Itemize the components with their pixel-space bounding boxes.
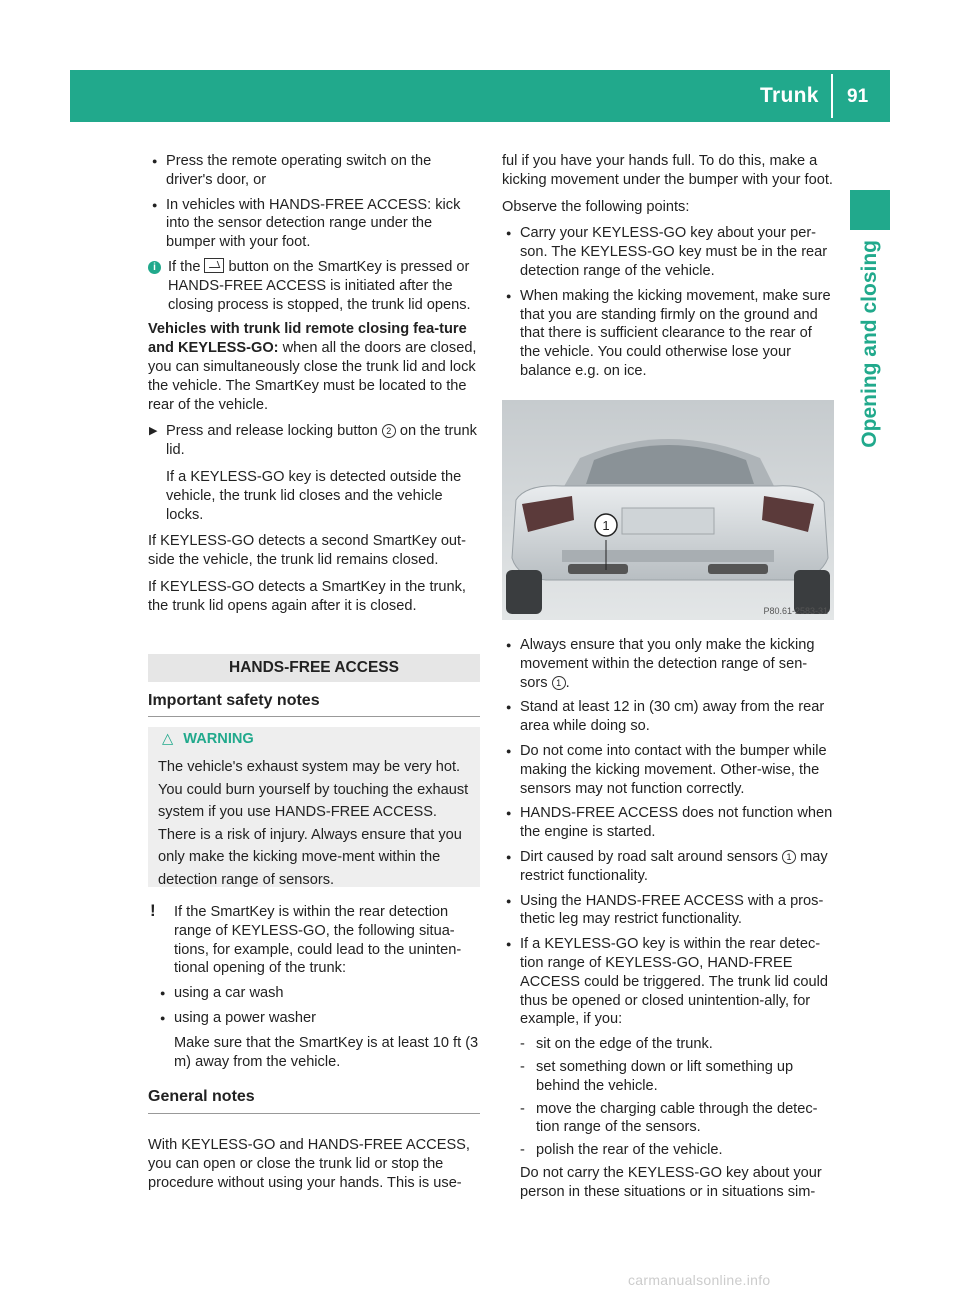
list-item: ● using a car wash [156, 984, 480, 1003]
page-title: Trunk [760, 84, 819, 107]
step-text-b: on the trunk lid. [166, 423, 477, 459]
paragraph [148, 320, 480, 414]
note-text: If the SmartKey is within the rear detection range of KEYLESS-GO, the following situa-tions, for example, could lead to the uninten-tional opening of the trunk: [174, 904, 462, 977]
sub-list-item: - sit on the edge of the trunk. [502, 1035, 834, 1054]
paragraph: If KEYLESS-GO detects a second SmartKey out-side the vehicle, the trunk lid remains closed. [148, 533, 466, 569]
list-item: ● If a KEYLESS-GO key is within the rear detec-tion range of KEYLESS-GO, HAND-FREE ACCESS could be triggered. The trunk lid could thus be opened or closed unintention-ally, for example, if you: [502, 935, 834, 1029]
callout-number: 1 [552, 676, 566, 690]
list-item: ● Using the HANDS-FREE ACCESS with a pros-thetic leg may restrict functionality. [502, 892, 834, 930]
paragraph: If KEYLESS-GO detects a SmartKey in the trunk, the trunk lid opens again after it is closed. [148, 578, 466, 614]
list-item: ● When making the kicking movement, make sure that you are standing firmly on the ground and that there is sufficient clearance to the rear of the vehicle. You could otherwise lose your balance e.g. on ice. [502, 287, 834, 381]
sub-list-item: - move the charging cable through the detec-tion range of the sensors. [502, 1100, 834, 1138]
warning-title [162, 730, 254, 747]
list-text: Dirt caused by road salt around sensors [520, 848, 778, 865]
photo-callout: 1 [602, 518, 610, 533]
side-tab-label: Opening and closing [858, 240, 881, 448]
paragraph: ful if you have your hands full. To do this, make a kicking movement under the bumper with your foot. [502, 153, 833, 188]
heading-rule [148, 716, 480, 717]
heading-rule [148, 1113, 480, 1114]
list-text: Always ensure that you only make the kicking movement within the detection range of sen-sors [520, 637, 815, 691]
watermark: carmanualsonline.info [628, 1272, 771, 1288]
paragraph-rest: when all the doors are closed, you can simultaneously close the trunk lid and lock the vehicle. The SmartKey must be located to the rear of the vehicle. [148, 340, 477, 413]
info-text-a: If the [168, 258, 201, 275]
side-tab [849, 240, 891, 620]
step-result: If a KEYLESS-GO key is detected outside the vehicle, the trunk lid closes and the vehicle locks. [166, 468, 462, 523]
photo-code: P80.61-2583-31 [763, 606, 828, 616]
info-icon: i [148, 261, 161, 274]
list-item: ● Carry your KEYLESS-GO key about your per-son. The KEYLESS-GO key must be in the rear detection range of the vehicle. [502, 224, 834, 280]
paragraph: Do not carry the KEYLESS-GO key about your person in these situations or in situations sim- [520, 1164, 822, 1200]
list-item [502, 848, 834, 886]
left-column [148, 152, 480, 624]
car-rear-illustration [502, 400, 834, 620]
list-item: ● Stand at least 12 in (30 cm) away from the rear area while doing so. [502, 698, 834, 736]
list-item: ● HANDS-FREE ACCESS does not function when the engine is started. [502, 804, 834, 842]
paragraph: Observe the following points: [502, 198, 690, 215]
callout-number: 1 [782, 850, 796, 864]
caution-icon: ! [150, 901, 156, 920]
list-item: ● using a power washer [156, 1009, 480, 1028]
warning-title-text: WARNING [183, 731, 254, 747]
list-text: may restrict functionality. [520, 848, 828, 884]
trunk-button-icon [204, 258, 224, 273]
paragraph-bold: Vehicles with trunk lid remote closing fea-ture and KEYLESS-GO: [148, 321, 467, 357]
paragraph: With KEYLESS-GO and HANDS-FREE ACCESS, you can open or close the trunk lid or stop the procedure without using your hands. This is use- [148, 1137, 470, 1191]
warning-text: The vehicle's exhaust system may be very hot. You could burn yourself by touching the exhaust system if you use HANDS-FREE ACCESS. There is a risk of injury. Always ensure that you only make the kicking move-ment within the detection range of sensors. [158, 759, 469, 888]
instruction-step [148, 422, 480, 460]
list-item: ● Press the remote operating switch on the driver's door, or [148, 152, 480, 190]
subsection-heading: Important safety notes [148, 692, 320, 709]
section-heading: HANDS-FREE ACCESS [148, 654, 480, 682]
info-note [148, 258, 480, 314]
vehicle-rear-photo [502, 400, 834, 620]
right-column [502, 152, 834, 387]
note-after: Make sure that the SmartKey is at least 10 ft (3 m) away from the vehicle. [174, 1034, 479, 1070]
list-item: ● In vehicles with HANDS-FREE ACCESS: kick into the sensor detection range under the bumper with your foot. [148, 196, 480, 252]
note-block [148, 903, 480, 1071]
warning-icon: △ [162, 731, 174, 747]
list-item: ● Do not come into contact with the bumper while making the kicking movement. Other-wise, the sensors may not function correctly. [502, 742, 834, 798]
list-item [502, 636, 834, 692]
subsection-heading: General notes [148, 1088, 255, 1105]
side-tab-marker [850, 190, 890, 230]
callout-number: 2 [382, 424, 396, 438]
header-divider [831, 74, 833, 118]
right-lower-list [502, 636, 834, 1202]
list-text: . [565, 674, 570, 691]
step-text-a: Press and release locking button [166, 423, 378, 440]
page-number: 91 [847, 86, 869, 107]
info-text-b: button on the SmartKey is pressed or HANDS-FREE ACCESS is initiated after the closing process is stopped, the trunk lid opens. [168, 258, 471, 313]
sub-list-item: - set something down or lift something up behind the vehicle. [502, 1058, 834, 1096]
sub-list-item: - polish the rear of the vehicle. [502, 1141, 834, 1160]
